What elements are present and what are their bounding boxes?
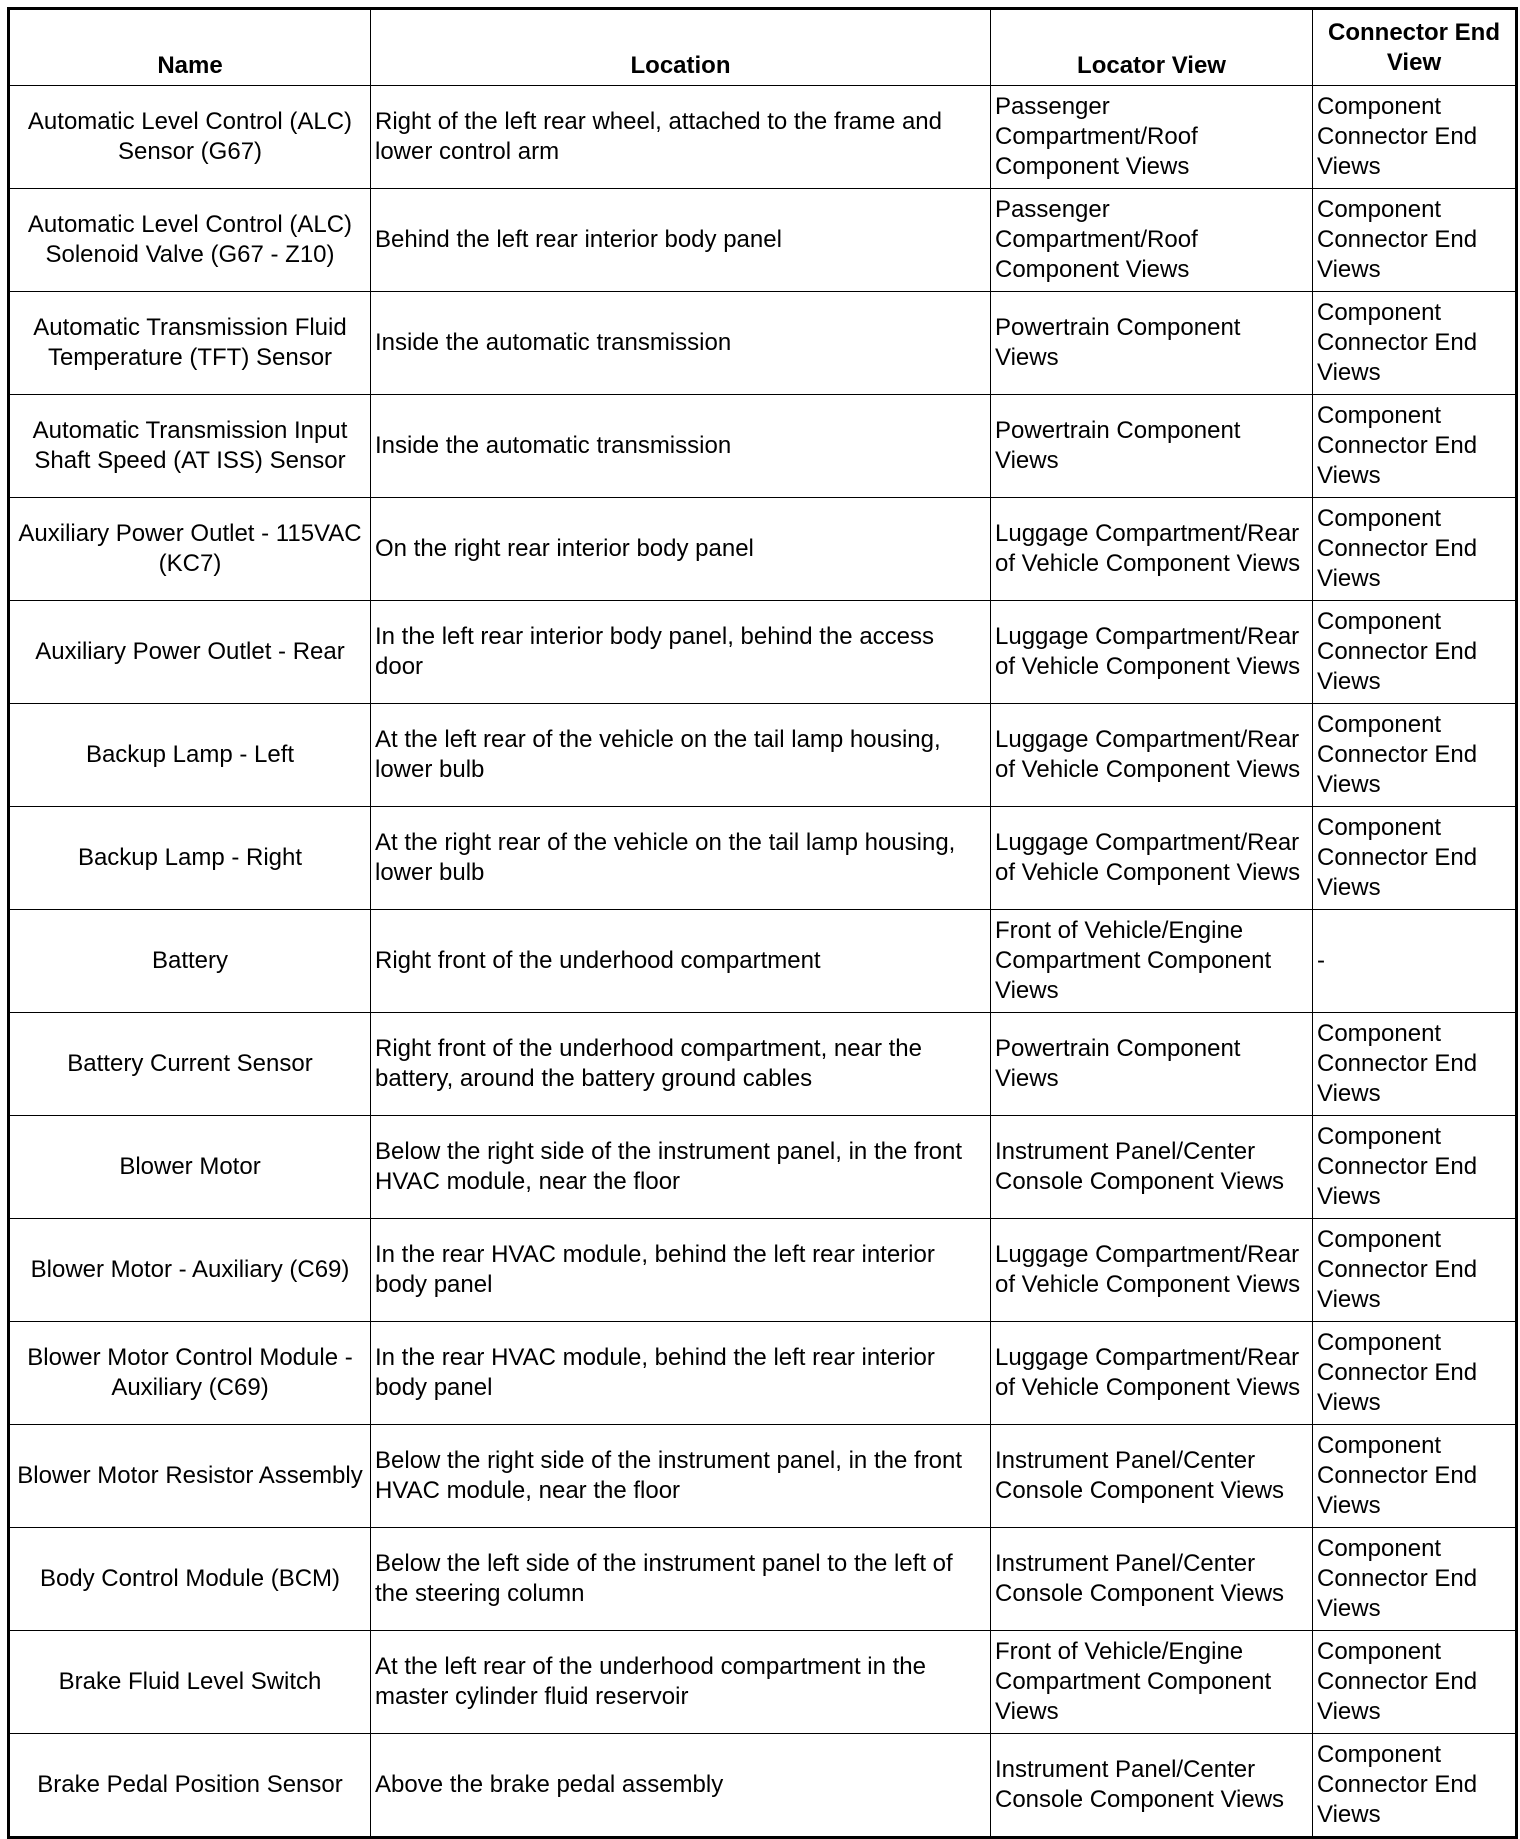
connector-end-view: - — [1313, 910, 1517, 1013]
component-name: Blower Motor Control Module - Auxiliary (C69) — [9, 1322, 371, 1425]
connector-end-view: Component Connector End Views — [1313, 601, 1517, 704]
locator-view: Instrument Panel/Center Console Component Views — [991, 1425, 1313, 1528]
header-locator-view: Locator View — [991, 9, 1313, 86]
locator-view: Luggage Compartment/Rear of Vehicle Component Views — [991, 807, 1313, 910]
component-location: In the left rear interior body panel, behind the access door — [371, 601, 991, 704]
connector-end-view: Component Connector End Views — [1313, 1631, 1517, 1734]
component-location: Below the right side of the instrument panel, in the front HVAC module, near the floor — [371, 1116, 991, 1219]
component-location: Below the left side of the instrument panel to the left of the steering column — [371, 1528, 991, 1631]
connector-end-view: Component Connector End Views — [1313, 1013, 1517, 1116]
locator-view: Instrument Panel/Center Console Component Views — [991, 1734, 1313, 1838]
component-name: Battery — [9, 910, 371, 1013]
locator-view: Luggage Compartment/Rear of Vehicle Component Views — [991, 601, 1313, 704]
component-name: Blower Motor Resistor Assembly — [9, 1425, 371, 1528]
table-row — [9, 1322, 1517, 1425]
connector-end-view: Component Connector End Views — [1313, 1734, 1517, 1838]
component-name: Blower Motor — [9, 1116, 371, 1219]
component-location: Inside the automatic transmission — [371, 395, 991, 498]
table-row — [9, 189, 1517, 292]
header-location: Location — [371, 9, 991, 86]
header-name: Name — [9, 9, 371, 86]
component-name: Auxiliary Power Outlet - 115VAC (KC7) — [9, 498, 371, 601]
locator-view: Powertrain Component Views — [991, 395, 1313, 498]
locator-view: Instrument Panel/Center Console Component Views — [991, 1116, 1313, 1219]
component-location: At the left rear of the vehicle on the tail lamp housing, lower bulb — [371, 704, 991, 807]
component-location: Above the brake pedal assembly — [371, 1734, 991, 1838]
component-location: Right front of the underhood compartment, near the battery, around the battery ground cables — [371, 1013, 991, 1116]
connector-end-view: Component Connector End Views — [1313, 1219, 1517, 1322]
header-row — [9, 9, 1517, 86]
locator-view: Powertrain Component Views — [991, 1013, 1313, 1116]
locator-view: Passenger Compartment/Roof Component Views — [991, 189, 1313, 292]
component-name: Brake Fluid Level Switch — [9, 1631, 371, 1734]
table-row — [9, 395, 1517, 498]
connector-end-view: Component Connector End Views — [1313, 189, 1517, 292]
locator-view: Instrument Panel/Center Console Component Views — [991, 1528, 1313, 1631]
table-body — [9, 86, 1517, 1838]
component-location: In the rear HVAC module, behind the left rear interior body panel — [371, 1219, 991, 1322]
component-location: Right front of the underhood compartment — [371, 910, 991, 1013]
component-name: Auxiliary Power Outlet - Rear — [9, 601, 371, 704]
connector-end-view: Component Connector End Views — [1313, 292, 1517, 395]
locator-view: Front of Vehicle/Engine Compartment Component Views — [991, 1631, 1313, 1734]
table-row — [9, 1631, 1517, 1734]
component-name: Automatic Level Control (ALC) Sensor (G67) — [9, 86, 371, 189]
table-row — [9, 1425, 1517, 1528]
table-row — [9, 86, 1517, 189]
header-connector-end-view: Connector End View — [1313, 9, 1517, 86]
component-location: Right of the left rear wheel, attached to the frame and lower control arm — [371, 86, 991, 189]
table-row — [9, 910, 1517, 1013]
component-location: In the rear HVAC module, behind the left rear interior body panel — [371, 1322, 991, 1425]
table-row — [9, 498, 1517, 601]
table-row — [9, 807, 1517, 910]
table-header — [9, 9, 1517, 86]
connector-end-view: Component Connector End Views — [1313, 395, 1517, 498]
component-location: Below the right side of the instrument panel, in the front HVAC module, near the floor — [371, 1425, 991, 1528]
locator-view: Powertrain Component Views — [991, 292, 1313, 395]
component-name: Automatic Transmission Input Shaft Speed (AT ISS) Sensor — [9, 395, 371, 498]
table-row — [9, 1528, 1517, 1631]
component-name: Backup Lamp - Right — [9, 807, 371, 910]
component-location: Inside the automatic transmission — [371, 292, 991, 395]
component-location: Behind the left rear interior body panel — [371, 189, 991, 292]
table-row — [9, 1116, 1517, 1219]
component-name: Body Control Module (BCM) — [9, 1528, 371, 1631]
component-location: At the right rear of the vehicle on the tail lamp housing, lower bulb — [371, 807, 991, 910]
connector-end-view: Component Connector End Views — [1313, 1528, 1517, 1631]
locator-view: Luggage Compartment/Rear of Vehicle Component Views — [991, 704, 1313, 807]
locator-view: Front of Vehicle/Engine Compartment Component Views — [991, 910, 1313, 1013]
table-row — [9, 704, 1517, 807]
component-name: Automatic Transmission Fluid Temperature (TFT) Sensor — [9, 292, 371, 395]
connector-end-view: Component Connector End Views — [1313, 807, 1517, 910]
connector-end-view: Component Connector End Views — [1313, 1425, 1517, 1528]
component-location: At the left rear of the underhood compartment in the master cylinder fluid reservoir — [371, 1631, 991, 1734]
connector-end-view: Component Connector End Views — [1313, 498, 1517, 601]
table-row — [9, 1013, 1517, 1116]
connector-end-view: Component Connector End Views — [1313, 86, 1517, 189]
connector-end-view: Component Connector End Views — [1313, 1322, 1517, 1425]
locator-view: Luggage Compartment/Rear of Vehicle Component Views — [991, 1219, 1313, 1322]
component-location: On the right rear interior body panel — [371, 498, 991, 601]
component-name: Backup Lamp - Left — [9, 704, 371, 807]
table-row — [9, 292, 1517, 395]
table-row — [9, 1219, 1517, 1322]
locator-view: Luggage Compartment/Rear of Vehicle Component Views — [991, 1322, 1313, 1425]
connector-end-view: Component Connector End Views — [1313, 1116, 1517, 1219]
component-name: Battery Current Sensor — [9, 1013, 371, 1116]
component-name: Brake Pedal Position Sensor — [9, 1734, 371, 1838]
table-row — [9, 601, 1517, 704]
locator-view: Passenger Compartment/Roof Component Views — [991, 86, 1313, 189]
table-row — [9, 1734, 1517, 1838]
component-locator-table — [7, 7, 1518, 1839]
component-name: Automatic Level Control (ALC) Solenoid Valve (G67 - Z10) — [9, 189, 371, 292]
component-name: Blower Motor - Auxiliary (C69) — [9, 1219, 371, 1322]
connector-end-view: Component Connector End Views — [1313, 704, 1517, 807]
locator-view: Luggage Compartment/Rear of Vehicle Component Views — [991, 498, 1313, 601]
